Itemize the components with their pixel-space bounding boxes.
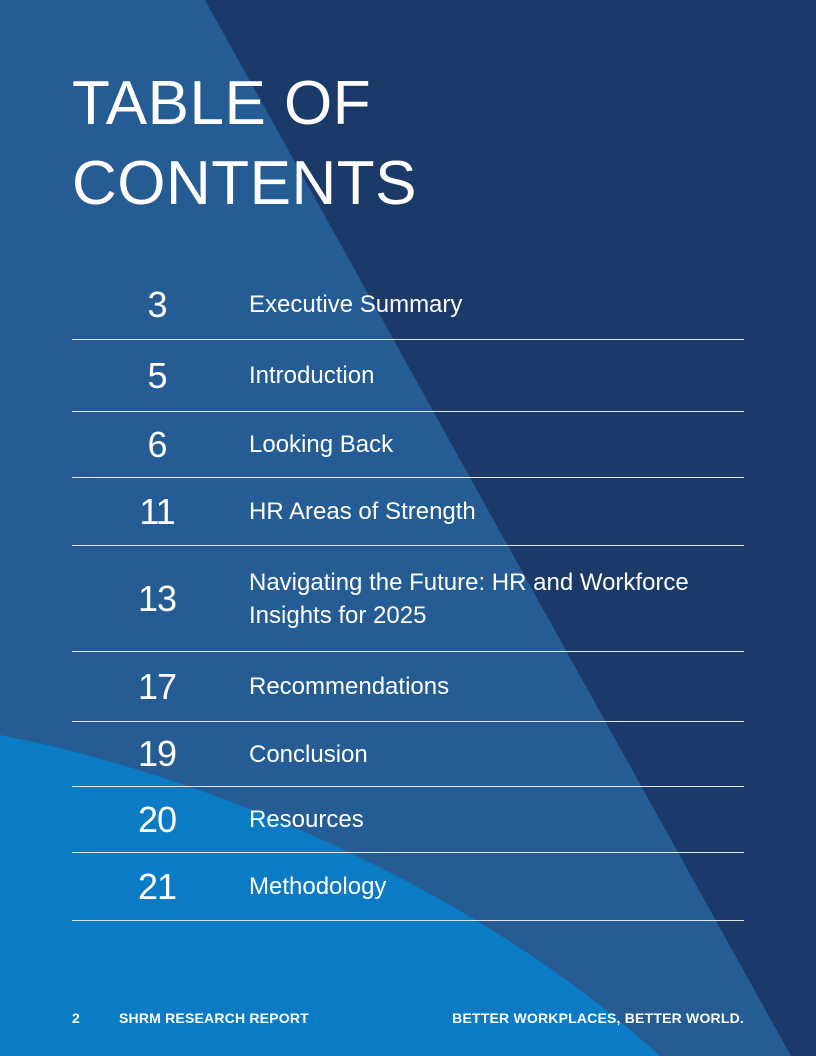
footer-page-number: 2 — [72, 1010, 80, 1026]
toc-entry-methodology[interactable] — [72, 853, 744, 921]
toc-entry-hr-areas-of-strength[interactable] — [72, 478, 744, 546]
toc-page-number: 19 — [137, 733, 177, 774]
toc-entry-label: Conclusion — [249, 740, 368, 768]
toc-entry-label: Executive Summary — [249, 291, 463, 318]
toc-entry-label: Methodology — [249, 873, 387, 900]
toc-entry-label: Resources — [249, 806, 364, 833]
toc-entry-label: Recommendations — [249, 673, 450, 700]
toc-page-number: 5 — [147, 354, 167, 396]
toc-entry-label: HR Areas of Strength — [249, 498, 476, 525]
toc-entry-label: Navigating the Future: HR and Workforce Insights for 2025 — [249, 568, 689, 629]
toc-entry-label: Looking Back — [249, 431, 394, 458]
toc-entry-executive-summary[interactable] — [72, 270, 744, 340]
toc-entry-label: Introduction — [249, 362, 375, 389]
toc-entry-introduction[interactable] — [72, 340, 744, 412]
page-title — [72, 64, 417, 224]
toc-page-number: 21 — [137, 865, 177, 907]
table-of-contents — [72, 270, 744, 921]
footer-tagline: BETTER WORKPLACES, BETTER WORLD. — [452, 1010, 744, 1026]
toc-entry-conclusion[interactable] — [72, 722, 744, 787]
page-title-line-2: CONTENTS — [72, 149, 417, 218]
toc-page-number: 6 — [147, 423, 167, 465]
toc-page-number: 11 — [139, 490, 175, 532]
toc-entry-navigating-the-future[interactable] — [72, 546, 744, 652]
toc-page-number: 20 — [137, 798, 177, 840]
toc-entry-recommendations[interactable] — [72, 652, 744, 722]
footer-report-name: SHRM RESEARCH REPORT — [119, 1010, 309, 1026]
toc-entry-resources[interactable] — [72, 787, 744, 853]
toc-page-number: 13 — [137, 577, 177, 619]
page-title-line-1: TABLE OF — [72, 69, 372, 138]
toc-entry-looking-back[interactable] — [72, 412, 744, 478]
page-footer — [72, 1010, 744, 1026]
toc-page-number: 17 — [137, 665, 177, 707]
toc-page-number: 3 — [147, 283, 167, 325]
